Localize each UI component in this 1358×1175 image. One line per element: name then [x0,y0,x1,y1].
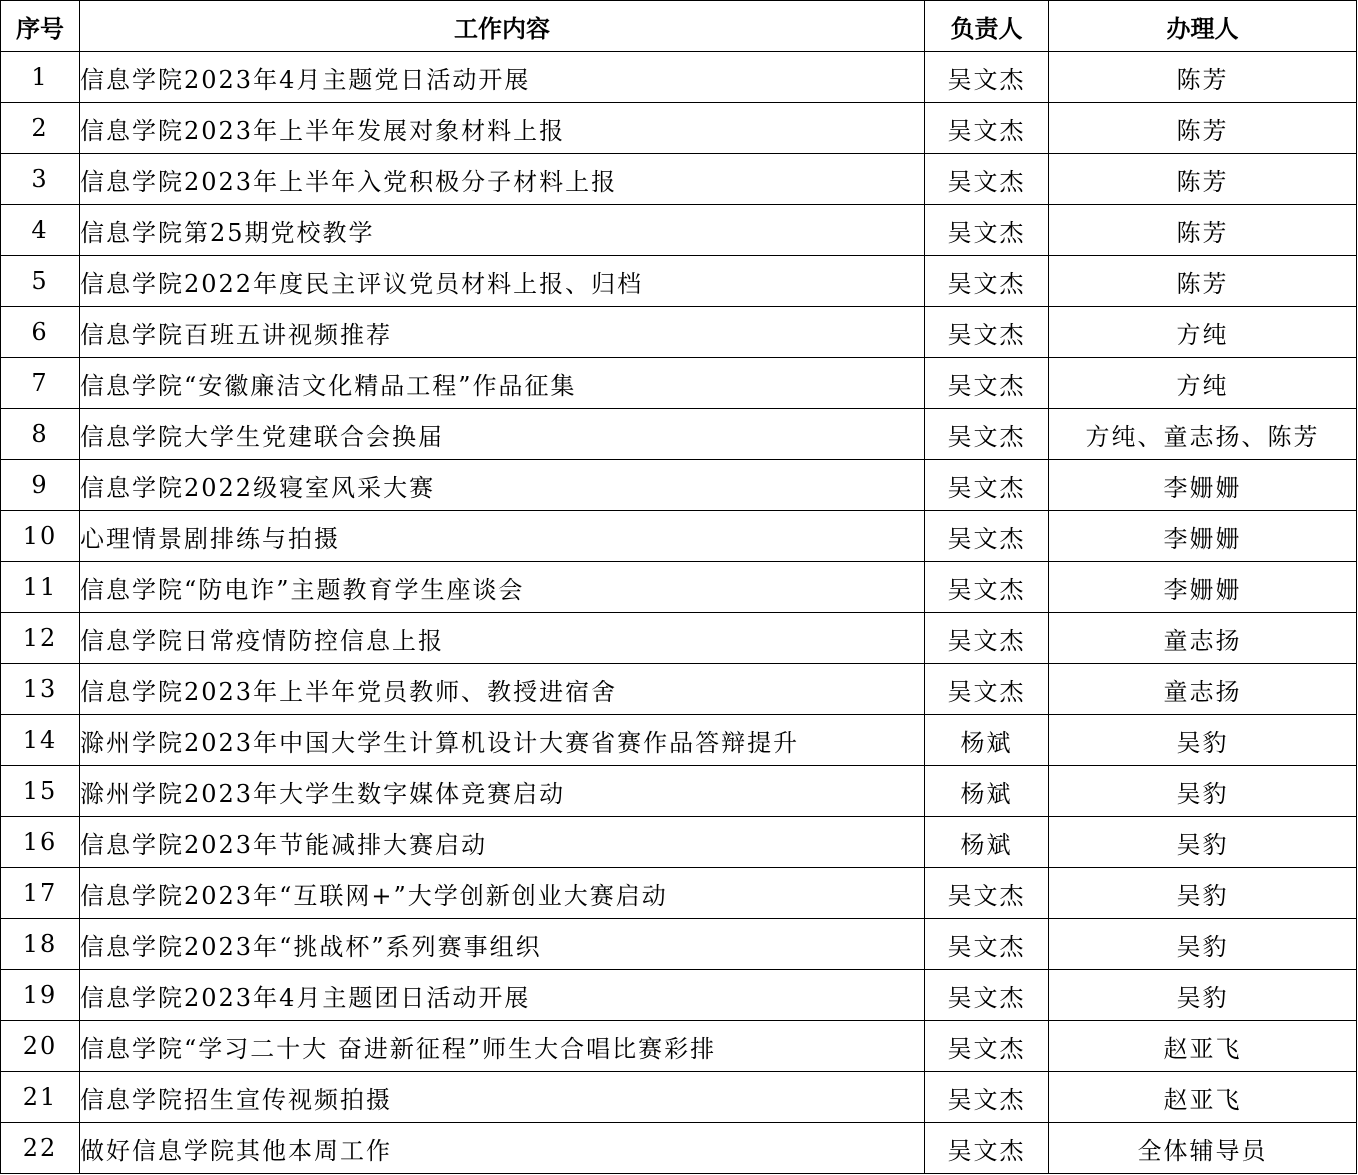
owner-cell: 吴文杰 [925,460,1049,511]
table-row [1,307,1357,358]
handler-cell: 童志扬 [1049,664,1357,715]
row-number: 12 [1,613,80,664]
handler-cell: 吴豹 [1049,766,1357,817]
handler-cell: 陈芳 [1049,205,1357,256]
row-number: 20 [1,1021,80,1072]
row-number: 1 [1,52,80,103]
owner-cell: 吴文杰 [925,664,1049,715]
table-row [1,511,1357,562]
table-row [1,715,1357,766]
work-content-cell: 信息学院“安徽廉洁文化精品工程”作品征集 [80,358,925,409]
owner-cell: 吴文杰 [925,1123,1049,1174]
handler-cell: 吴豹 [1049,868,1357,919]
handler-cell: 李姗姗 [1049,460,1357,511]
row-number: 15 [1,766,80,817]
work-content-cell: 滁州学院2023年大学生数字媒体竞赛启动 [80,766,925,817]
table-row [1,460,1357,511]
owner-cell: 杨斌 [925,766,1049,817]
row-number: 3 [1,154,80,205]
handler-cell: 全体辅导员 [1049,1123,1357,1174]
header-owner: 负责人 [925,1,1049,52]
row-number: 9 [1,460,80,511]
table-row [1,409,1357,460]
handler-cell: 吴豹 [1049,970,1357,1021]
owner-cell: 吴文杰 [925,103,1049,154]
owner-cell: 吴文杰 [925,613,1049,664]
handler-cell: 赵亚飞 [1049,1021,1357,1072]
owner-cell: 吴文杰 [925,52,1049,103]
row-number: 19 [1,970,80,1021]
work-content-cell: 心理情景剧排练与拍摄 [80,511,925,562]
row-number: 6 [1,307,80,358]
owner-cell: 杨斌 [925,817,1049,868]
header-handler: 办理人 [1049,1,1357,52]
row-number: 18 [1,919,80,970]
handler-cell: 陈芳 [1049,52,1357,103]
work-content-cell: 信息学院2022年度民主评议党员材料上报、归档 [80,256,925,307]
row-number: 21 [1,1072,80,1123]
work-content-cell: 信息学院2023年“挑战杯”系列赛事组织 [80,919,925,970]
handler-cell: 方纯、童志扬、陈芳 [1049,409,1357,460]
row-number: 16 [1,817,80,868]
row-number: 17 [1,868,80,919]
row-number: 11 [1,562,80,613]
work-content-cell: 信息学院2023年上半年党员教师、教授进宿舍 [80,664,925,715]
handler-cell: 吴豹 [1049,715,1357,766]
row-number: 14 [1,715,80,766]
row-number: 8 [1,409,80,460]
table-row [1,154,1357,205]
owner-cell: 吴文杰 [925,1021,1049,1072]
table-row [1,919,1357,970]
table-row [1,664,1357,715]
table-body [1,52,1357,1174]
work-content-cell: 信息学院招生宣传视频拍摄 [80,1072,925,1123]
work-content-cell: 信息学院2023年4月主题团日活动开展 [80,970,925,1021]
handler-cell: 李姗姗 [1049,562,1357,613]
work-content-cell: 信息学院2023年节能减排大赛启动 [80,817,925,868]
work-content-cell: 信息学院2022级寝室风采大赛 [80,460,925,511]
work-content-cell: 信息学院2023年上半年发展对象材料上报 [80,103,925,154]
work-content-cell: 信息学院日常疫情防控信息上报 [80,613,925,664]
handler-cell: 吴豹 [1049,919,1357,970]
table-row [1,1072,1357,1123]
row-number: 22 [1,1123,80,1174]
work-content-cell: 做好信息学院其他本周工作 [80,1123,925,1174]
work-content-cell: 信息学院2023年“互联网+”大学创新创业大赛启动 [80,868,925,919]
handler-cell: 方纯 [1049,358,1357,409]
work-content-cell: 信息学院“学习二十大 奋进新征程”师生大合唱比赛彩排 [80,1021,925,1072]
handler-cell: 童志扬 [1049,613,1357,664]
work-content-cell: 信息学院“防电诈”主题教育学生座谈会 [80,562,925,613]
table-header-row [1,1,1357,52]
work-content-cell: 信息学院2023年上半年入党积极分子材料上报 [80,154,925,205]
row-number: 5 [1,256,80,307]
owner-cell: 吴文杰 [925,154,1049,205]
handler-cell: 赵亚飞 [1049,1072,1357,1123]
row-number: 4 [1,205,80,256]
table-row [1,970,1357,1021]
row-number: 2 [1,103,80,154]
table-row [1,868,1357,919]
work-content-cell: 信息学院百班五讲视频推荐 [80,307,925,358]
handler-cell: 方纯 [1049,307,1357,358]
table-row [1,1021,1357,1072]
owner-cell: 吴文杰 [925,970,1049,1021]
table-row [1,52,1357,103]
owner-cell: 吴文杰 [925,307,1049,358]
owner-cell: 吴文杰 [925,205,1049,256]
header-content: 工作内容 [80,1,925,52]
owner-cell: 吴文杰 [925,1072,1049,1123]
owner-cell: 吴文杰 [925,358,1049,409]
table-row [1,766,1357,817]
work-content-cell: 信息学院2023年4月主题党日活动开展 [80,52,925,103]
owner-cell: 杨斌 [925,715,1049,766]
handler-cell: 陈芳 [1049,154,1357,205]
work-content-cell: 滁州学院2023年中国大学生计算机设计大赛省赛作品答辩提升 [80,715,925,766]
handler-cell: 陈芳 [1049,103,1357,154]
owner-cell: 吴文杰 [925,409,1049,460]
table-row [1,1123,1357,1174]
table-row [1,358,1357,409]
table-row [1,103,1357,154]
table-row [1,613,1357,664]
owner-cell: 吴文杰 [925,511,1049,562]
work-content-cell: 信息学院大学生党建联合会换届 [80,409,925,460]
owner-cell: 吴文杰 [925,256,1049,307]
table-row [1,817,1357,868]
work-content-cell: 信息学院第25期党校教学 [80,205,925,256]
row-number: 10 [1,511,80,562]
owner-cell: 吴文杰 [925,868,1049,919]
handler-cell: 陈芳 [1049,256,1357,307]
table-row [1,205,1357,256]
handler-cell: 李姗姗 [1049,511,1357,562]
header-no: 序号 [1,1,80,52]
owner-cell: 吴文杰 [925,562,1049,613]
handler-cell: 吴豹 [1049,817,1357,868]
row-number: 13 [1,664,80,715]
owner-cell: 吴文杰 [925,919,1049,970]
table-row [1,256,1357,307]
row-number: 7 [1,358,80,409]
table-row [1,562,1357,613]
